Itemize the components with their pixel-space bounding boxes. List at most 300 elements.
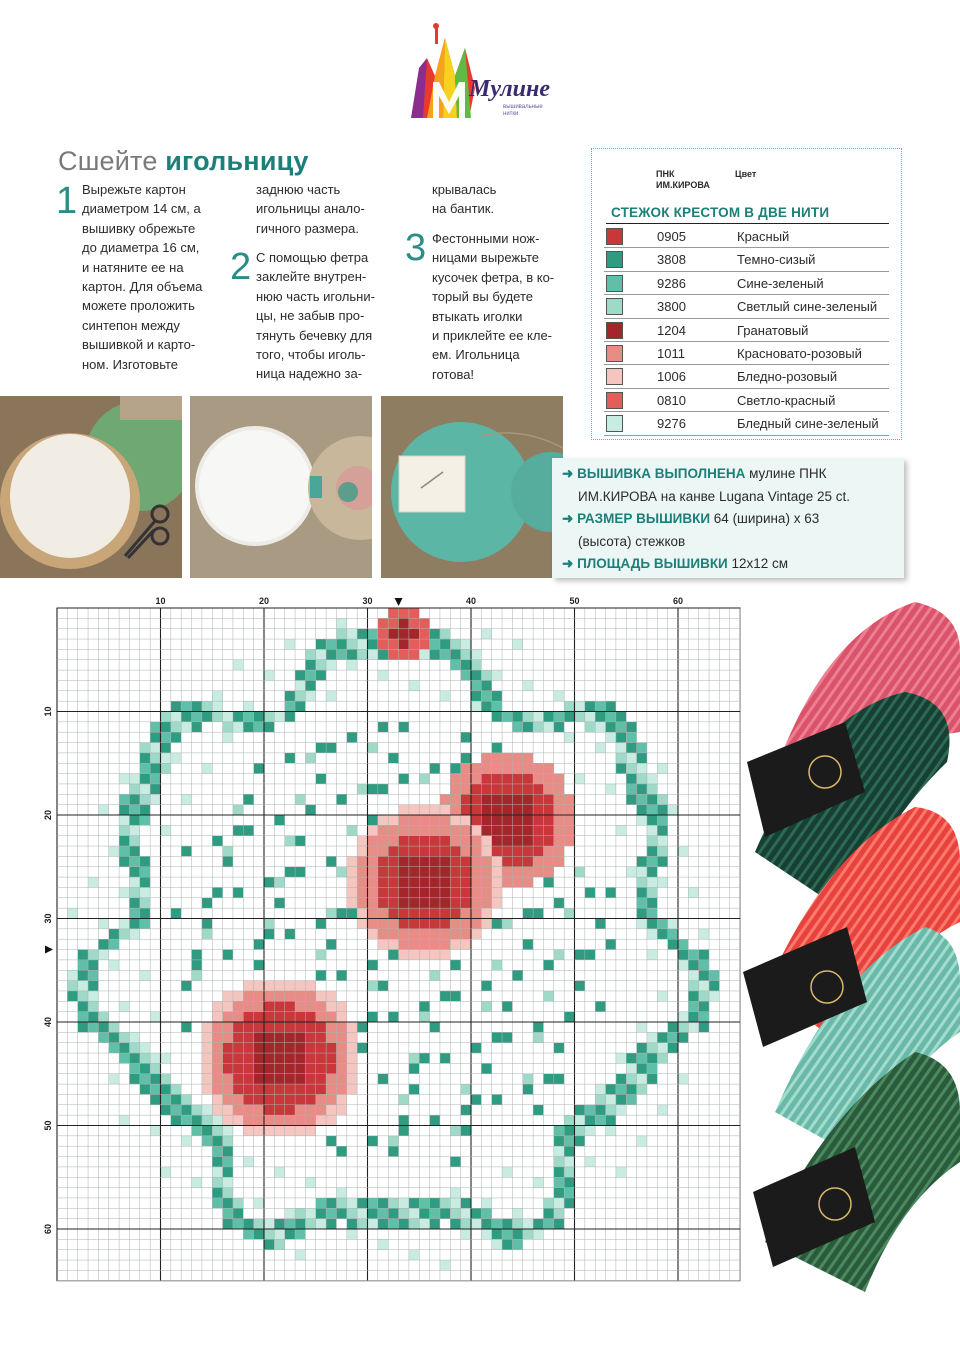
step-line: кусочек фетра, в ко-: [432, 269, 555, 285]
stitch-cell: [616, 1053, 626, 1063]
stitch-cell: [430, 929, 440, 939]
stitch-cell: [223, 1188, 233, 1198]
stitch-cell: [492, 774, 502, 784]
stitch-cell: [471, 836, 481, 846]
stitch-cell: [502, 784, 512, 794]
stitch-cell: [109, 939, 119, 949]
stitch-cell: [543, 815, 553, 825]
stitch-cell: [357, 898, 367, 908]
stitch-cell: [285, 1115, 295, 1125]
stitch-cell: [243, 1094, 253, 1104]
step-line: ница надежно за-: [256, 366, 363, 382]
stitch-cell: [430, 846, 440, 856]
stitch-cell: [399, 1126, 409, 1136]
stitch-cell: [347, 1032, 357, 1042]
stitch-cell: [668, 1032, 678, 1042]
stitch-cell: [688, 950, 698, 960]
stitch-cell: [388, 639, 398, 649]
stitch-cell: [378, 722, 388, 732]
stitch-cell: [492, 846, 502, 856]
stitch-cell: [336, 1198, 346, 1208]
stitch-cell: [326, 660, 336, 670]
stitch-cell: [347, 1208, 357, 1218]
stitch-cell: [533, 1219, 543, 1229]
stitch-cell: [223, 1115, 233, 1125]
stitch-cell: [450, 1126, 460, 1136]
stitch-cell: [295, 1250, 305, 1260]
stitch-cell: [699, 950, 709, 960]
stitch-cell: [492, 753, 502, 763]
stitch-cell: [357, 856, 367, 866]
legend-row: [604, 248, 889, 271]
stitch-cell: [109, 846, 119, 856]
stitch-cell: [274, 1219, 284, 1229]
stitch-cell: [419, 1208, 429, 1218]
stitch-cell: [554, 856, 564, 866]
stitch-cell: [212, 1146, 222, 1156]
stitch-cell: [699, 929, 709, 939]
stitch-cell: [181, 1136, 191, 1146]
stitch-cell: [336, 970, 346, 980]
info-line-2: ИМ.КИРОВА на канве Lugana Vintage 25 ct.: [578, 489, 851, 504]
stitch-cell: [450, 1188, 460, 1198]
stitch-cell: [202, 1115, 212, 1125]
stitch-cell: [305, 1126, 315, 1136]
stitch-cell: [585, 1115, 595, 1125]
stitch-cell: [450, 867, 460, 877]
stitch-cell: [233, 805, 243, 815]
stitch-cell: [243, 1063, 253, 1073]
stitch-cell: [647, 846, 657, 856]
stitch-cell: [264, 1115, 274, 1125]
stitch-cell: [140, 805, 150, 815]
stitch-cell: [109, 1074, 119, 1084]
stitch-cell: [347, 1053, 357, 1063]
stitch-cell: [399, 929, 409, 939]
stitch-cell: [212, 1105, 222, 1115]
stitch-cell: [409, 680, 419, 690]
stitch-cell: [223, 1198, 233, 1208]
stitch-cell: [647, 929, 657, 939]
stitch-cell: [388, 919, 398, 929]
stitch-cell: [626, 867, 636, 877]
stitch-cell: [409, 939, 419, 949]
stitch-cell: [585, 701, 595, 711]
stitch-cell: [254, 712, 264, 722]
stitch-cell: [678, 846, 688, 856]
stitch-cell: [409, 887, 419, 897]
stitch-cell: [274, 1063, 284, 1073]
stitch-cell: [254, 1012, 264, 1022]
stitch-cell: [564, 1177, 574, 1187]
stitch-cell: [243, 991, 253, 1001]
stitch-cell: [399, 877, 409, 887]
stitch-cell: [368, 1198, 378, 1208]
stitch-cell: [212, 1094, 222, 1104]
stitch-cell: [637, 1084, 647, 1094]
stitch-cell: [419, 1012, 429, 1022]
stitch-cell: [264, 722, 274, 732]
stitch-cell: [502, 763, 512, 773]
stitch-cell: [430, 639, 440, 649]
stitch-cell: [502, 1001, 512, 1011]
stitch-cell: [119, 805, 129, 815]
stitch-cell: [347, 856, 357, 866]
stitch-cell: [129, 919, 139, 929]
stitch-cell: [564, 815, 574, 825]
stitch-cell: [430, 867, 440, 877]
stitch-cell: [336, 794, 346, 804]
stitch-cell: [471, 846, 481, 856]
stitch-cell: [585, 1126, 595, 1136]
legend-row: [604, 342, 889, 365]
stitch-cell: [140, 856, 150, 866]
stitch-cell: [295, 1115, 305, 1125]
stitch-cell: [699, 1012, 709, 1022]
stitch-cell: [564, 805, 574, 815]
stitch-cell: [274, 1032, 284, 1042]
stitch-cell: [67, 981, 77, 991]
stitch-cell: [305, 753, 315, 763]
stitch-cell: [254, 1229, 264, 1239]
stitch-cell: [305, 691, 315, 701]
stitch-cell: [171, 1105, 181, 1115]
stitch-cell: [471, 856, 481, 866]
stitch-cell: [492, 919, 502, 929]
stitch-cell: [595, 1115, 605, 1125]
stitch-cell: [419, 1219, 429, 1229]
stitch-cell: [347, 825, 357, 835]
stitch-cell: [626, 784, 636, 794]
stitch-cell: [357, 639, 367, 649]
stitch-cell: [150, 1126, 160, 1136]
step-line: игольницы анало-: [256, 201, 365, 217]
step-line: на бантик.: [432, 201, 495, 217]
stitch-cell: [399, 887, 409, 897]
stitch-cell: [481, 898, 491, 908]
stitch-cell: [430, 629, 440, 639]
brand-logo: [405, 18, 565, 130]
stitch-cell: [564, 908, 574, 918]
stitch-cell: [368, 960, 378, 970]
stitch-cell: [305, 1001, 315, 1011]
stitch-cell: [78, 981, 88, 991]
stitch-cell: [357, 908, 367, 918]
stitch-cell: [678, 960, 688, 970]
stitch-cell: [254, 1043, 264, 1053]
stitch-cell: [699, 991, 709, 1001]
stitch-cell: [637, 763, 647, 773]
stitch-cell: [554, 950, 564, 960]
stitch-cell: [647, 1053, 657, 1063]
stitch-cell: [678, 1074, 688, 1084]
stitch-cell: [399, 774, 409, 784]
stitch-cell: [388, 649, 398, 659]
stitch-cell: [450, 639, 460, 649]
stitch-cell: [657, 794, 667, 804]
stitch-cell: [274, 898, 284, 908]
stitch-cell: [523, 856, 533, 866]
stitch-cell: [347, 898, 357, 908]
stitch-cell: [471, 1208, 481, 1218]
stitch-cell: [150, 1074, 160, 1084]
stitch-cell: [440, 877, 450, 887]
stitch-cell: [305, 1094, 315, 1104]
stitch-cell: [440, 950, 450, 960]
stitch-cell: [161, 712, 171, 722]
stitch-cell: [378, 846, 388, 856]
legend-header-color: Цвет: [735, 169, 757, 179]
stitch-cell: [419, 629, 429, 639]
stitch-cell: [223, 1136, 233, 1146]
stitch-cell: [399, 649, 409, 659]
stitch-cell: [336, 618, 346, 628]
stitch-cell: [388, 939, 398, 949]
stitch-cell: [440, 898, 450, 908]
stitch-cell: [492, 805, 502, 815]
stitch-cell: [305, 649, 315, 659]
stitch-cell: [637, 887, 647, 897]
stitch-cell: [223, 1084, 233, 1094]
stitch-cell: [430, 856, 440, 866]
stitch-cell: [285, 981, 295, 991]
stitch-cell: [564, 1126, 574, 1136]
stitch-cell: [233, 825, 243, 835]
stitch-cell: [285, 1012, 295, 1022]
stitch-cell: [161, 753, 171, 763]
stitch-cell: [316, 743, 326, 753]
stitch-cell: [564, 1146, 574, 1156]
stitch-cell: [150, 774, 160, 784]
stitch-cell: [171, 712, 181, 722]
stitch-cell: [440, 908, 450, 918]
stitch-cell: [440, 639, 450, 649]
stitch-cell: [316, 1074, 326, 1084]
stitch-cell: [678, 1022, 688, 1032]
center-marker-top-icon: [395, 598, 403, 606]
stitch-cell: [461, 1229, 471, 1239]
stitch-cell: [554, 1126, 564, 1136]
stitch-cell: [326, 1043, 336, 1053]
stitch-cell: [481, 774, 491, 784]
stitch-cell: [471, 929, 481, 939]
stitch-cell: [285, 1032, 295, 1042]
stitch-cell: [326, 856, 336, 866]
step-line: тянуть бечевку для: [256, 327, 373, 343]
stitch-cell: [243, 1219, 253, 1229]
stitch-cell: [119, 794, 129, 804]
stitch-cell: [368, 825, 378, 835]
stitch-cell: [502, 836, 512, 846]
stitch-cell: [378, 856, 388, 866]
stitch-cell: [336, 1063, 346, 1073]
stitch-cell: [295, 794, 305, 804]
stitch-cell: [533, 836, 543, 846]
stitch-cell: [192, 701, 202, 711]
stitch-cell: [430, 970, 440, 980]
stitch-cell: [326, 639, 336, 649]
stitch-cell: [264, 929, 274, 939]
stitch-cell: [119, 856, 129, 866]
stitch-cell: [285, 1074, 295, 1084]
stitch-cell: [88, 1012, 98, 1022]
stitch-cell: [109, 960, 119, 970]
stitch-cell: [171, 1115, 181, 1125]
stitch-cell: [657, 919, 667, 929]
stitch-cell: [481, 691, 491, 701]
stitch-cell: [564, 836, 574, 846]
stitch-cell: [336, 629, 346, 639]
stitch-cell: [109, 1022, 119, 1032]
stitch-cell: [709, 981, 719, 991]
stitch-cell: [461, 763, 471, 773]
stitch-cell: [368, 908, 378, 918]
stitch-cell: [419, 929, 429, 939]
x-tick-label: 20: [258, 596, 270, 606]
stitch-cell: [637, 1074, 647, 1084]
stitch-cell: [171, 1094, 181, 1104]
stitch-cell: [419, 919, 429, 929]
stitch-cell: [564, 1012, 574, 1022]
stitch-cell: [564, 1188, 574, 1198]
legend-code: 9276: [657, 416, 686, 432]
stitch-cell: [450, 794, 460, 804]
stitch-cell: [285, 1043, 295, 1053]
stitch-cell: [161, 825, 171, 835]
stitch-cell: [212, 1032, 222, 1042]
stitch-cell: [388, 929, 398, 939]
stitch-cell: [119, 825, 129, 835]
stitch-cell: [523, 846, 533, 856]
y-tick-label: 60: [43, 1223, 53, 1235]
stitch-cell: [378, 618, 388, 628]
stitch-cell: [657, 1032, 667, 1042]
stitch-cell: [523, 722, 533, 732]
legend-code: 1011: [657, 346, 685, 361]
stitch-cell: [543, 856, 553, 866]
legend-header-code: ПНК ИМ.КИРОВА: [656, 169, 710, 190]
stitch-cell: [430, 919, 440, 929]
stitch-cell: [368, 846, 378, 856]
stitch-cell: [233, 1032, 243, 1042]
stitch-cell: [233, 1053, 243, 1063]
stitch-cell: [150, 1084, 160, 1094]
stitch-cell: [481, 784, 491, 794]
stitch-cell: [450, 1208, 460, 1218]
stitch-cell: [409, 825, 419, 835]
stitch-cell: [595, 701, 605, 711]
legend-color-name: Светлый сине-зеленый: [737, 299, 878, 315]
stitch-cell: [440, 794, 450, 804]
legend-color-name: Сине-зеленый: [737, 275, 824, 291]
stitch-cell: [699, 970, 709, 980]
stitch-cell: [481, 1229, 491, 1239]
stitch-cell: [430, 836, 440, 846]
y-tick-label: 20: [43, 809, 53, 821]
y-tick-label: 50: [43, 1120, 53, 1131]
stitch-cell: [243, 712, 253, 722]
step-line: диаметром 14 см, а: [82, 201, 201, 217]
stitch-cell: [347, 887, 357, 897]
stitch-cell: [181, 1022, 191, 1032]
stitch-cell: [585, 712, 595, 722]
stitch-cell: [336, 1001, 346, 1011]
stitch-cell: [119, 1043, 129, 1053]
stitch-cell: [223, 991, 233, 1001]
stitch-cell: [606, 712, 616, 722]
minus-symbol-icon: [606, 392, 623, 409]
stitch-cell: [409, 639, 419, 649]
stitch-cell: [450, 825, 460, 835]
stitch-cell: [140, 919, 150, 929]
stitch-cell: [212, 701, 222, 711]
stitch-cell: [368, 836, 378, 846]
stitch-cell: [243, 1105, 253, 1115]
stitch-cell: [316, 1208, 326, 1218]
stitch-cell: [554, 784, 564, 794]
stitch-cell: [171, 701, 181, 711]
stitch-cell: [316, 774, 326, 784]
stitch-cell: [419, 1053, 429, 1063]
stitch-cell: [533, 722, 543, 732]
center-marker-left-icon: [45, 946, 53, 954]
stitch-cell: [140, 774, 150, 784]
stitch-cell: [554, 1074, 564, 1084]
stitch-cell: [564, 701, 574, 711]
stitch-cell: [212, 1188, 222, 1198]
stitch-cell: [88, 1001, 98, 1011]
stitch-cell: [140, 1084, 150, 1094]
stitch-cell: [440, 856, 450, 866]
stitch-cell: [243, 1115, 253, 1125]
stitch-cell: [212, 1198, 222, 1208]
stitch-cell: [502, 1167, 512, 1177]
stitch-cell: [140, 877, 150, 887]
stitch-cell: [274, 1053, 284, 1063]
stitch-cell: [129, 846, 139, 856]
stitch-cell: [502, 877, 512, 887]
stitch-cell: [129, 774, 139, 784]
stitch-cell: [637, 919, 647, 929]
step-3-text: [432, 229, 554, 384]
stitch-cell: [647, 898, 657, 908]
stitch-cell: [295, 670, 305, 680]
legend-color-name: Красновато-розовый: [737, 346, 862, 361]
stitch-cell: [409, 805, 419, 815]
stitch-cell: [274, 1167, 284, 1177]
stitch-cell: [626, 753, 636, 763]
stitch-cell: [336, 1012, 346, 1022]
stitch-cell: [119, 919, 129, 929]
stitch-cell: [192, 712, 202, 722]
stitch-cell: [399, 1198, 409, 1208]
stitch-cell: [140, 887, 150, 897]
stitch-cell: [336, 908, 346, 918]
stitch-cell: [264, 1229, 274, 1239]
stitch-cell: [564, 1136, 574, 1146]
stitch-cell: [575, 1136, 585, 1146]
stitch-cell: [399, 836, 409, 846]
stitch-cell: [368, 1208, 378, 1218]
stitch-cell: [512, 1239, 522, 1249]
stitch-cell: [223, 1157, 233, 1167]
stitch-cell: [440, 991, 450, 1001]
stitch-cell: [440, 815, 450, 825]
stitch-cell: [399, 919, 409, 929]
stitch-cell: [554, 1177, 564, 1187]
stitch-cell: [326, 939, 336, 949]
stitch-cell: [326, 691, 336, 701]
